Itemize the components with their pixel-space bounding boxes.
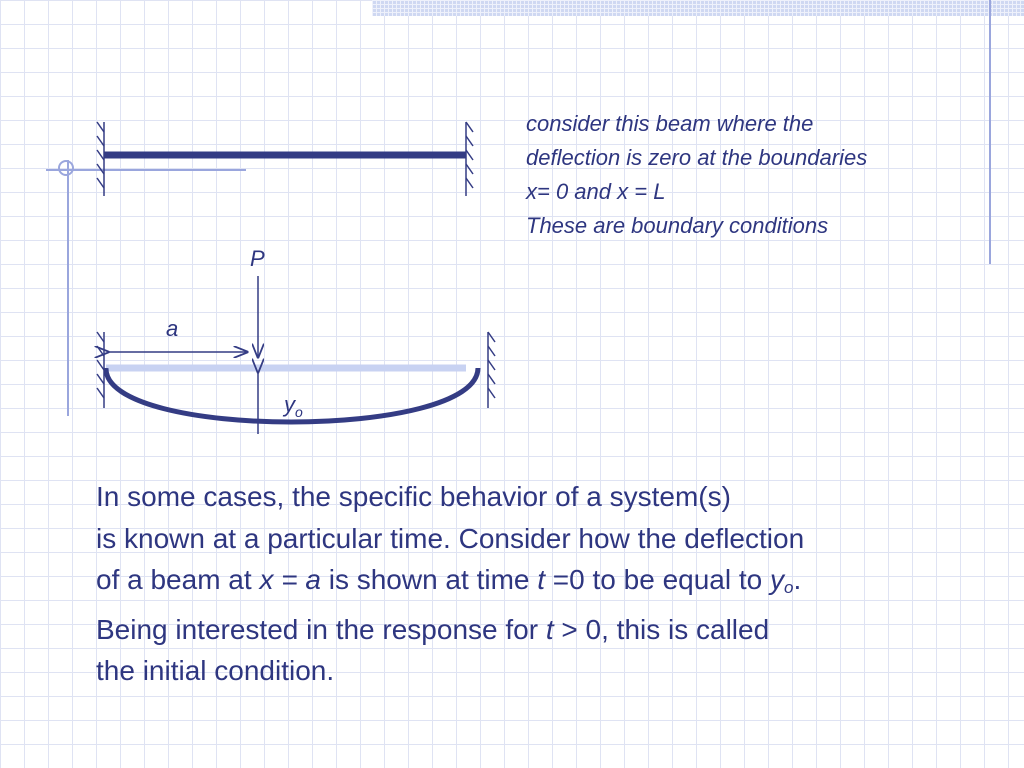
- load-label: P: [250, 246, 265, 271]
- top-beam-diagram: [97, 122, 473, 196]
- paragraph-line: [96, 609, 996, 651]
- text-run: is shown at time: [320, 564, 538, 595]
- variable-x: x: [259, 564, 274, 595]
- deflection-symbol: y: [284, 392, 295, 417]
- variable-t: t: [545, 613, 554, 645]
- text-run: =0 to be equal to: [545, 564, 770, 595]
- paragraph-line: is known at a particular time. Consider how the deflection: [96, 522, 805, 554]
- left-fixed-support-top: [97, 122, 104, 196]
- paragraph-line: [96, 559, 996, 609]
- paragraph-line: the initial condition.: [96, 655, 335, 686]
- initial-condition-paragraph: [96, 476, 996, 692]
- left-fixed-support-bottom: [97, 332, 104, 408]
- paragraph-line: In some cases, the specific behavior of a system(s): [96, 481, 731, 512]
- text-run: > 0, this is called: [553, 613, 770, 645]
- boundary-conditions-note: [526, 107, 996, 243]
- distance-label: a: [166, 316, 179, 341]
- text-run: =: [273, 564, 306, 595]
- variable-a: a: [305, 564, 321, 595]
- text-run: Being interested in the response for: [96, 613, 546, 645]
- text-run: of a beam at: [96, 564, 260, 595]
- deflection-subscript: o: [295, 404, 303, 420]
- note-line: These are boundary conditions: [526, 213, 829, 238]
- variable-y: y: [770, 564, 784, 595]
- variable-t: t: [537, 564, 546, 595]
- right-fixed-support-top: [466, 122, 473, 196]
- deflection-label: [282, 392, 303, 420]
- right-fixed-support-bottom: [488, 332, 495, 408]
- note-line: x= 0 and x = L: [526, 179, 666, 204]
- subscript-o: o: [784, 578, 794, 597]
- note-line: deflection is zero at the boundaries: [526, 145, 868, 170]
- deflected-beam-diagram: [97, 246, 495, 434]
- note-line: consider this beam where the: [526, 111, 814, 136]
- text-run: .: [793, 564, 802, 595]
